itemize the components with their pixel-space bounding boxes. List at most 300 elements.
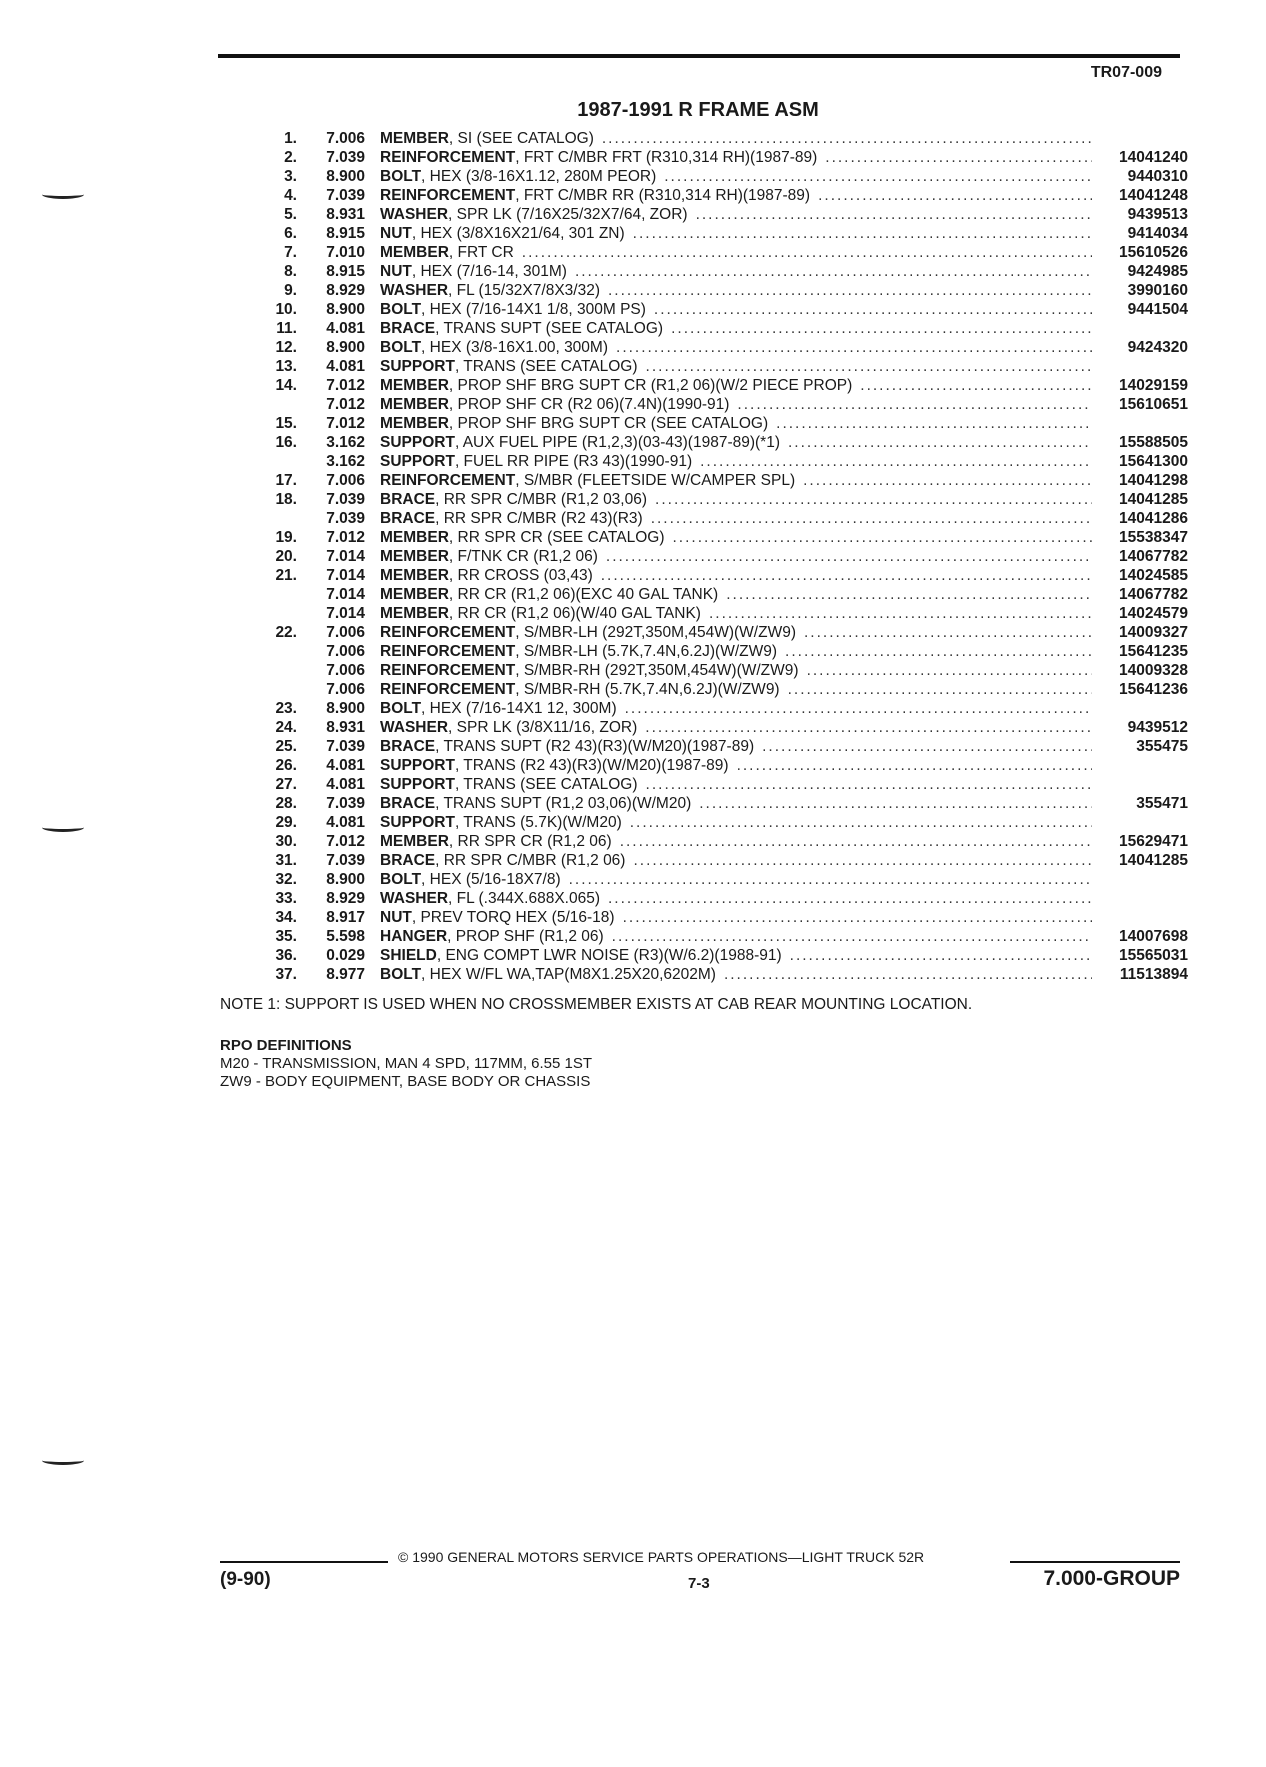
part-description (380, 414, 1098, 433)
footer-group: 7.000-GROUP (1043, 1567, 1180, 1590)
part-number: 9440310 (1127, 168, 1188, 185)
group-number: 7.014 (326, 567, 365, 584)
item-number: 4. (284, 187, 297, 204)
part-description (380, 661, 1098, 680)
part-detail: , RR SPR C/MBR (R1,2 06) (435, 852, 626, 869)
part-detail: , RR CR (R1,2 06)(W/40 GAL TANK) (448, 605, 701, 622)
dot-leader (825, 148, 1092, 167)
part-description (380, 870, 1098, 889)
part-detail: , TRANS SUPT (R2 43)(R3)(W/M20)(1987-89) (435, 738, 755, 755)
part-description (380, 148, 1098, 167)
dot-leader (569, 870, 1092, 889)
parts-row (255, 946, 1188, 965)
page-title: 1987-1991 R FRAME ASM (577, 99, 819, 121)
item-number: 37. (275, 966, 297, 983)
part-name: NUT (380, 263, 412, 280)
group-number: 8.900 (326, 700, 365, 717)
part-detail: , HEX (5/16-18X7/8) (421, 871, 561, 888)
footer-rule-left (220, 1561, 388, 1563)
group-number: 7.006 (326, 643, 365, 660)
part-detail: , FUEL RR PIPE (R3 43)(1990-91) (454, 453, 693, 470)
part-description (380, 376, 1098, 395)
part-number: 14067782 (1119, 586, 1188, 603)
part-name: SUPPORT (380, 434, 455, 451)
part-detail: , SI (SEE CATALOG) (448, 130, 594, 147)
dot-leader (776, 414, 1092, 433)
group-number: 8.900 (326, 168, 365, 185)
part-number: 3990160 (1127, 282, 1188, 299)
parts-row (255, 585, 1188, 604)
part-name: SUPPORT (380, 358, 455, 375)
group-number: 7.012 (326, 377, 365, 394)
dot-leader (575, 262, 1092, 281)
item-number: 6. (284, 225, 297, 242)
parts-row (255, 775, 1188, 794)
group-number: 7.039 (326, 149, 365, 166)
parts-row (255, 186, 1188, 205)
parts-row (255, 281, 1188, 300)
parts-row (255, 224, 1188, 243)
group-number: 8.900 (326, 339, 365, 356)
parts-row (255, 642, 1188, 661)
parts-row (255, 547, 1188, 566)
part-name: NUT (380, 225, 412, 242)
dot-leader (737, 756, 1092, 775)
part-description (380, 357, 1098, 376)
part-description (380, 946, 1098, 965)
part-detail: , RR SPR C/MBR (R2 43)(R3) (435, 510, 643, 527)
part-description (380, 756, 1098, 775)
parts-row (255, 661, 1188, 680)
part-detail: , HEX (3/8X16X21/64, 301 ZN) (411, 225, 625, 242)
part-description (380, 927, 1098, 946)
parts-row (255, 718, 1188, 737)
part-number: 9424985 (1127, 263, 1188, 280)
part-name: NUT (380, 909, 412, 926)
document-code: TR07-009 (1090, 64, 1162, 81)
part-name: BRACE (380, 795, 436, 812)
group-number: 7.006 (326, 130, 365, 147)
part-name: REINFORCEMENT (380, 624, 516, 641)
dot-leader (803, 471, 1092, 490)
part-name: MEMBER (380, 244, 449, 261)
dot-leader (646, 357, 1092, 376)
part-description (380, 737, 1098, 756)
part-name: BRACE (380, 738, 436, 755)
dot-leader (737, 395, 1092, 414)
group-number: 7.012 (326, 529, 365, 546)
part-detail: , S/MBR-LH (292T,350M,454W)(W/ZW9) (515, 624, 796, 641)
group-number: 7.039 (326, 187, 365, 204)
parts-row (255, 794, 1188, 813)
item-number: 30. (275, 833, 297, 850)
part-name: BRACE (380, 491, 436, 508)
part-description (380, 452, 1098, 471)
item-number: 11. (276, 320, 297, 337)
parts-row (255, 680, 1188, 699)
part-description (380, 490, 1098, 509)
dot-leader (818, 186, 1092, 205)
parts-row (255, 566, 1188, 585)
dot-leader (625, 699, 1092, 718)
parts-row (255, 699, 1188, 718)
part-detail: , HEX (7/16-14X1 12, 300M) (421, 700, 617, 717)
item-number: 1. (284, 130, 297, 147)
part-name: HANGER (380, 928, 448, 945)
part-name: BRACE (380, 320, 436, 337)
item-number: 16. (275, 434, 297, 451)
item-number: 8. (284, 263, 297, 280)
part-description (380, 224, 1098, 243)
part-name: REINFORCEMENT (380, 643, 516, 660)
copyright: © 1990 GENERAL MOTORS SERVICE PARTS OPERATIONS—LIGHT TRUCK 52R (398, 1549, 925, 1565)
parts-row (255, 452, 1188, 471)
part-name: BOLT (380, 168, 422, 185)
group-number: 7.010 (326, 244, 365, 261)
part-name: REINFORCEMENT (380, 472, 516, 489)
group-number: 0.029 (326, 947, 365, 964)
part-name: MEMBER (380, 130, 449, 147)
parts-row (255, 243, 1188, 262)
part-number: 14041286 (1119, 510, 1188, 527)
item-number: 34. (275, 909, 297, 926)
group-number: 7.006 (326, 662, 365, 679)
dot-leader (646, 775, 1092, 794)
part-name: MEMBER (380, 586, 449, 603)
part-name: WASHER (380, 206, 449, 223)
part-number: 14041285 (1119, 852, 1188, 869)
dot-leader (645, 718, 1092, 737)
item-number: 24. (275, 719, 297, 736)
item-number: 5. (284, 206, 297, 223)
part-detail: , RR SPR CR (R1,2 06) (448, 833, 612, 850)
group-number: 8.900 (326, 301, 365, 318)
parts-row (255, 528, 1188, 547)
part-name: MEMBER (380, 529, 449, 546)
group-number: 8.929 (326, 282, 365, 299)
part-description (380, 680, 1098, 699)
item-number: 25. (275, 738, 297, 755)
part-name: BOLT (380, 700, 422, 717)
part-description (380, 395, 1098, 414)
part-name: MEMBER (380, 548, 449, 565)
item-number: 21. (275, 567, 297, 584)
dot-leader (724, 965, 1092, 984)
part-name: SUPPORT (380, 776, 455, 793)
part-detail: , PROP SHF CR (R2 06)(7.4N)(1990-91) (448, 396, 730, 413)
part-number: 15565031 (1119, 947, 1188, 964)
dot-leader (630, 813, 1092, 832)
part-description (380, 262, 1098, 281)
part-name: WASHER (380, 282, 449, 299)
parts-row (255, 623, 1188, 642)
part-detail: , HEX (7/16-14X1 1/8, 300M PS) (421, 301, 646, 318)
part-detail: , TRANS (R2 43)(R3)(W/M20)(1987-89) (454, 757, 729, 774)
part-detail: , FRT C/MBR RR (R310,314 RH)(1987-89) (515, 187, 811, 204)
group-number: 7.006 (326, 624, 365, 641)
dot-leader (608, 281, 1092, 300)
part-name: BOLT (380, 301, 422, 318)
item-number: 35. (275, 928, 297, 945)
parts-row (255, 851, 1188, 870)
part-name: SUPPORT (380, 453, 455, 470)
part-number: 15610651 (1119, 396, 1188, 413)
page-number: 7-3 (688, 1575, 710, 1592)
part-description (380, 129, 1098, 148)
item-number: 14. (275, 377, 297, 394)
part-name: MEMBER (380, 415, 449, 432)
part-detail: , FL (15/32X7/8X3/32) (448, 282, 600, 299)
part-name: BOLT (380, 966, 422, 983)
group-number: 3.162 (326, 453, 365, 470)
group-number: 7.012 (326, 833, 365, 850)
part-description (380, 851, 1098, 870)
group-number: 8.915 (326, 263, 365, 280)
rpo-definitions (220, 1037, 592, 1091)
rpo-item: M20 - TRANSMISSION, MAN 4 SPD, 117MM, 6.55 1ST (220, 1055, 593, 1072)
parts-row (255, 509, 1188, 528)
parts-row (255, 433, 1188, 452)
part-description (380, 623, 1098, 642)
part-detail: , RR CR (R1,2 06)(EXC 40 GAL TANK) (448, 586, 719, 603)
part-description (380, 908, 1098, 927)
item-number: 9. (284, 282, 297, 299)
part-number: 14024579 (1119, 605, 1188, 622)
part-number: 14041248 (1119, 187, 1188, 204)
group-number: 8.917 (326, 909, 365, 926)
part-number: 9439512 (1127, 719, 1188, 736)
dot-leader (522, 243, 1092, 262)
part-description (380, 813, 1098, 832)
group-number: 7.039 (326, 738, 365, 755)
part-detail: , TRANS (SEE CATALOG) (454, 358, 638, 375)
dot-leader (612, 927, 1092, 946)
part-name: MEMBER (380, 377, 449, 394)
part-number: 355475 (1136, 738, 1188, 755)
group-number: 7.039 (326, 852, 365, 869)
parts-row (255, 262, 1188, 281)
part-description (380, 585, 1098, 604)
footer-date: (9-90) (220, 1569, 271, 1590)
part-name: REINFORCEMENT (380, 681, 516, 698)
part-number: 14067782 (1119, 548, 1188, 565)
binder-hole-mark (42, 190, 84, 199)
group-number: 7.006 (326, 472, 365, 489)
dot-leader (762, 737, 1092, 756)
item-number: 2. (284, 149, 297, 166)
part-name: MEMBER (380, 567, 449, 584)
item-number: 28. (275, 795, 297, 812)
part-name: BRACE (380, 852, 436, 869)
parts-row (255, 889, 1188, 908)
dot-leader (788, 680, 1092, 699)
binder-hole-mark (42, 823, 84, 832)
part-name: MEMBER (380, 396, 449, 413)
part-name: SHIELD (380, 947, 437, 964)
group-number: 8.931 (326, 206, 365, 223)
dot-leader (616, 338, 1092, 357)
part-number: 14007698 (1119, 928, 1188, 945)
part-detail: , RR CROSS (03,43) (448, 567, 593, 584)
footnote: NOTE 1: SUPPORT IS USED WHEN NO CROSSMEMBER EXISTS AT CAB REAR MOUNTING LOCATION. (220, 996, 973, 1013)
item-number: 13. (275, 358, 297, 375)
part-number: 15641235 (1119, 643, 1188, 660)
parts-row (255, 965, 1188, 984)
parts-row (255, 604, 1188, 623)
part-description (380, 547, 1098, 566)
part-description (380, 794, 1098, 813)
part-detail: , F/TNK CR (R1,2 06) (448, 548, 598, 565)
part-description (380, 775, 1098, 794)
parts-row (255, 167, 1188, 186)
part-number: 14009327 (1119, 624, 1188, 641)
part-description (380, 471, 1098, 490)
part-detail: , S/MBR-LH (5.7K,7.4N,6.2J)(W/ZW9) (515, 643, 778, 660)
part-number: 15641300 (1119, 453, 1188, 470)
part-description (380, 300, 1098, 319)
part-detail: , HEX (3/8-16X1.00, 300M) (421, 339, 609, 356)
parts-list (255, 129, 1188, 984)
part-name: MEMBER (380, 605, 449, 622)
part-detail: , PROP SHF BRG SUPT CR (R1,2 06)(W/2 PIECE PROP) (448, 377, 853, 394)
dot-leader (860, 376, 1092, 395)
part-number: 15629471 (1119, 833, 1188, 850)
rpo-item: ZW9 - BODY EQUIPMENT, BASE BODY OR CHASSIS (220, 1073, 591, 1090)
part-number: 9439513 (1127, 206, 1188, 223)
group-number: 7.014 (326, 605, 365, 622)
part-number: 9441504 (1127, 301, 1188, 318)
parts-row (255, 205, 1188, 224)
item-number: 19. (275, 529, 297, 546)
part-description (380, 186, 1098, 205)
part-description (380, 509, 1098, 528)
dot-leader (633, 851, 1092, 870)
dot-leader (700, 452, 1092, 471)
part-name: WASHER (380, 719, 449, 736)
footer-rule-right (1010, 1561, 1180, 1563)
dot-leader (785, 642, 1092, 661)
item-number: 17. (275, 472, 297, 489)
part-detail: , SPR LK (3/8X11/16, ZOR) (448, 719, 638, 736)
item-number: 27. (275, 776, 297, 793)
part-detail: , PROP SHF BRG SUPT CR (SEE CATALOG) (448, 415, 769, 432)
rpo-heading: RPO DEFINITIONS (220, 1037, 352, 1054)
parts-row (255, 756, 1188, 775)
part-detail: , TRANS SUPT (R1,2 03,06)(W/M20) (435, 795, 692, 812)
group-number: 4.081 (326, 358, 365, 375)
part-name: BOLT (380, 871, 422, 888)
part-number: 11513894 (1119, 966, 1188, 983)
part-description (380, 433, 1098, 452)
item-number: 33. (275, 890, 297, 907)
dot-leader (726, 585, 1092, 604)
part-description (380, 528, 1098, 547)
item-number: 36. (275, 947, 297, 964)
part-number: 355471 (1136, 795, 1188, 812)
dot-leader (790, 946, 1092, 965)
part-detail: , S/MBR (FLEETSIDE W/CAMPER SPL) (515, 472, 796, 489)
item-number: 12. (275, 339, 297, 356)
group-number: 8.977 (326, 966, 365, 983)
item-number: 20. (275, 548, 297, 565)
dot-leader (655, 490, 1092, 509)
group-number: 4.081 (326, 814, 365, 831)
item-number: 18. (275, 491, 297, 508)
group-number: 7.014 (326, 548, 365, 565)
dot-leader (664, 167, 1092, 186)
dot-leader (804, 623, 1092, 642)
dot-leader (696, 205, 1092, 224)
part-number: 9424320 (1127, 339, 1188, 356)
parts-row (255, 319, 1188, 338)
part-number: 15538347 (1119, 529, 1188, 546)
dot-leader (671, 319, 1092, 338)
group-number: 7.014 (326, 586, 365, 603)
part-name: SUPPORT (380, 757, 455, 774)
group-number: 7.039 (326, 795, 365, 812)
part-name: MEMBER (380, 833, 449, 850)
group-number: 7.039 (326, 491, 365, 508)
group-number: 7.012 (326, 415, 365, 432)
part-detail: , SPR LK (7/16X25/32X7/64, ZOR) (448, 206, 688, 223)
dot-leader (602, 129, 1092, 148)
part-name: WASHER (380, 890, 449, 907)
dot-leader (608, 889, 1092, 908)
part-description (380, 965, 1098, 984)
part-description (380, 889, 1098, 908)
part-number: 15610526 (1119, 244, 1188, 261)
item-number: 23. (275, 700, 297, 717)
dot-leader (788, 433, 1092, 452)
dot-leader (633, 224, 1092, 243)
part-detail: , PREV TORQ HEX (5/16-18) (411, 909, 615, 926)
group-number: 8.900 (326, 871, 365, 888)
binder-hole-mark (42, 1456, 84, 1465)
parts-row (255, 129, 1188, 148)
group-number: 8.929 (326, 890, 365, 907)
top-rule (218, 54, 1180, 58)
parts-row (255, 300, 1188, 319)
part-number: 14024585 (1119, 567, 1188, 584)
group-number: 7.006 (326, 681, 365, 698)
dot-leader (623, 908, 1092, 927)
part-name: BRACE (380, 510, 436, 527)
item-number: 15. (275, 415, 297, 432)
item-number: 22. (275, 624, 297, 641)
parts-row (255, 813, 1188, 832)
item-number: 32. (275, 871, 297, 888)
group-number: 5.598 (326, 928, 365, 945)
part-detail: , HEX (7/16-14, 301M) (411, 263, 567, 280)
parts-row (255, 414, 1188, 433)
part-name: REINFORCEMENT (380, 662, 516, 679)
parts-row (255, 490, 1188, 509)
parts-row (255, 357, 1188, 376)
dot-leader (651, 509, 1092, 528)
part-description (380, 281, 1098, 300)
group-number: 7.012 (326, 396, 365, 413)
dot-leader (672, 528, 1092, 547)
part-name: REINFORCEMENT (380, 149, 516, 166)
part-number: 14009328 (1119, 662, 1188, 679)
part-description (380, 642, 1098, 661)
parts-row (255, 927, 1188, 946)
part-description (380, 319, 1098, 338)
item-number: 31. (275, 852, 297, 869)
part-number: 14029159 (1119, 377, 1188, 394)
parts-row (255, 737, 1188, 756)
group-number: 8.931 (326, 719, 365, 736)
